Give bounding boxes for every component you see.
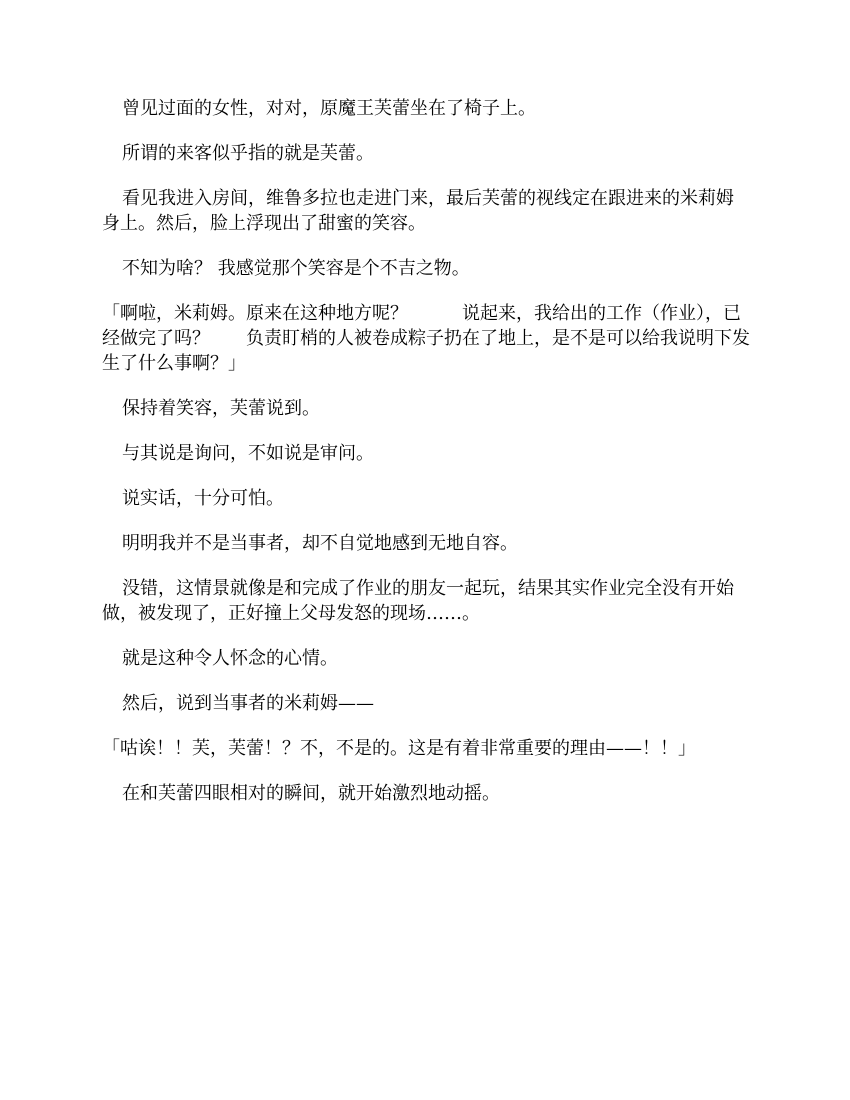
document-page — [102, 96, 750, 826]
paragraph: 然后，说到当事者的米莉姆—— — [122, 693, 374, 714]
paragraph: 保持着笑容，芙蕾说到。 — [122, 398, 320, 419]
dialogue-paragraph: 「啊啦，米莉姆。原来在这种地方呢？ 说起来，我给出的工作（作业），已经做完了吗？ 负责盯梢的人被卷成粽子扔在了地上，是不是可以给我说明下发生了什么事啊？」 — [102, 303, 750, 374]
paragraph: 就是这种令人怀念的心情。 — [122, 648, 338, 669]
paragraph: 所谓的来客似乎指的就是芙蕾。 — [122, 143, 374, 164]
paragraph: 看见我进入房间，维鲁多拉也走进门来，最后芙蕾的视线定在跟进来的米莉姆身上。然后，脸上浮现出了甜蜜的笑容。 — [102, 188, 734, 234]
paragraph: 明明我并不是当事者，却不自觉地感到无地自容。 — [122, 533, 518, 554]
paragraph: 说实话，十分可怕。 — [122, 488, 284, 509]
paragraph: 没错，这情景就像是和完成了作业的朋友一起玩，结果其实作业完全没有开始做，被发现了，正好撞上父母发怒的现场……。 — [102, 578, 734, 624]
paragraph: 曾见过面的女性，对对，原魔王芙蕾坐在了椅子上。 — [122, 98, 536, 119]
dialogue-paragraph: 「咕诶！！芙，芙蕾！？不，不是的。这是有着非常重要的理由——！！」 — [102, 738, 696, 759]
paragraph: 不知为啥？ 我感觉那个笑容是个不吉之物。 — [122, 258, 470, 279]
paragraph: 与其说是询问，不如说是审问。 — [122, 443, 374, 464]
paragraph: 在和芙蕾四眼相对的瞬间，就开始激烈地动摇。 — [122, 783, 500, 804]
